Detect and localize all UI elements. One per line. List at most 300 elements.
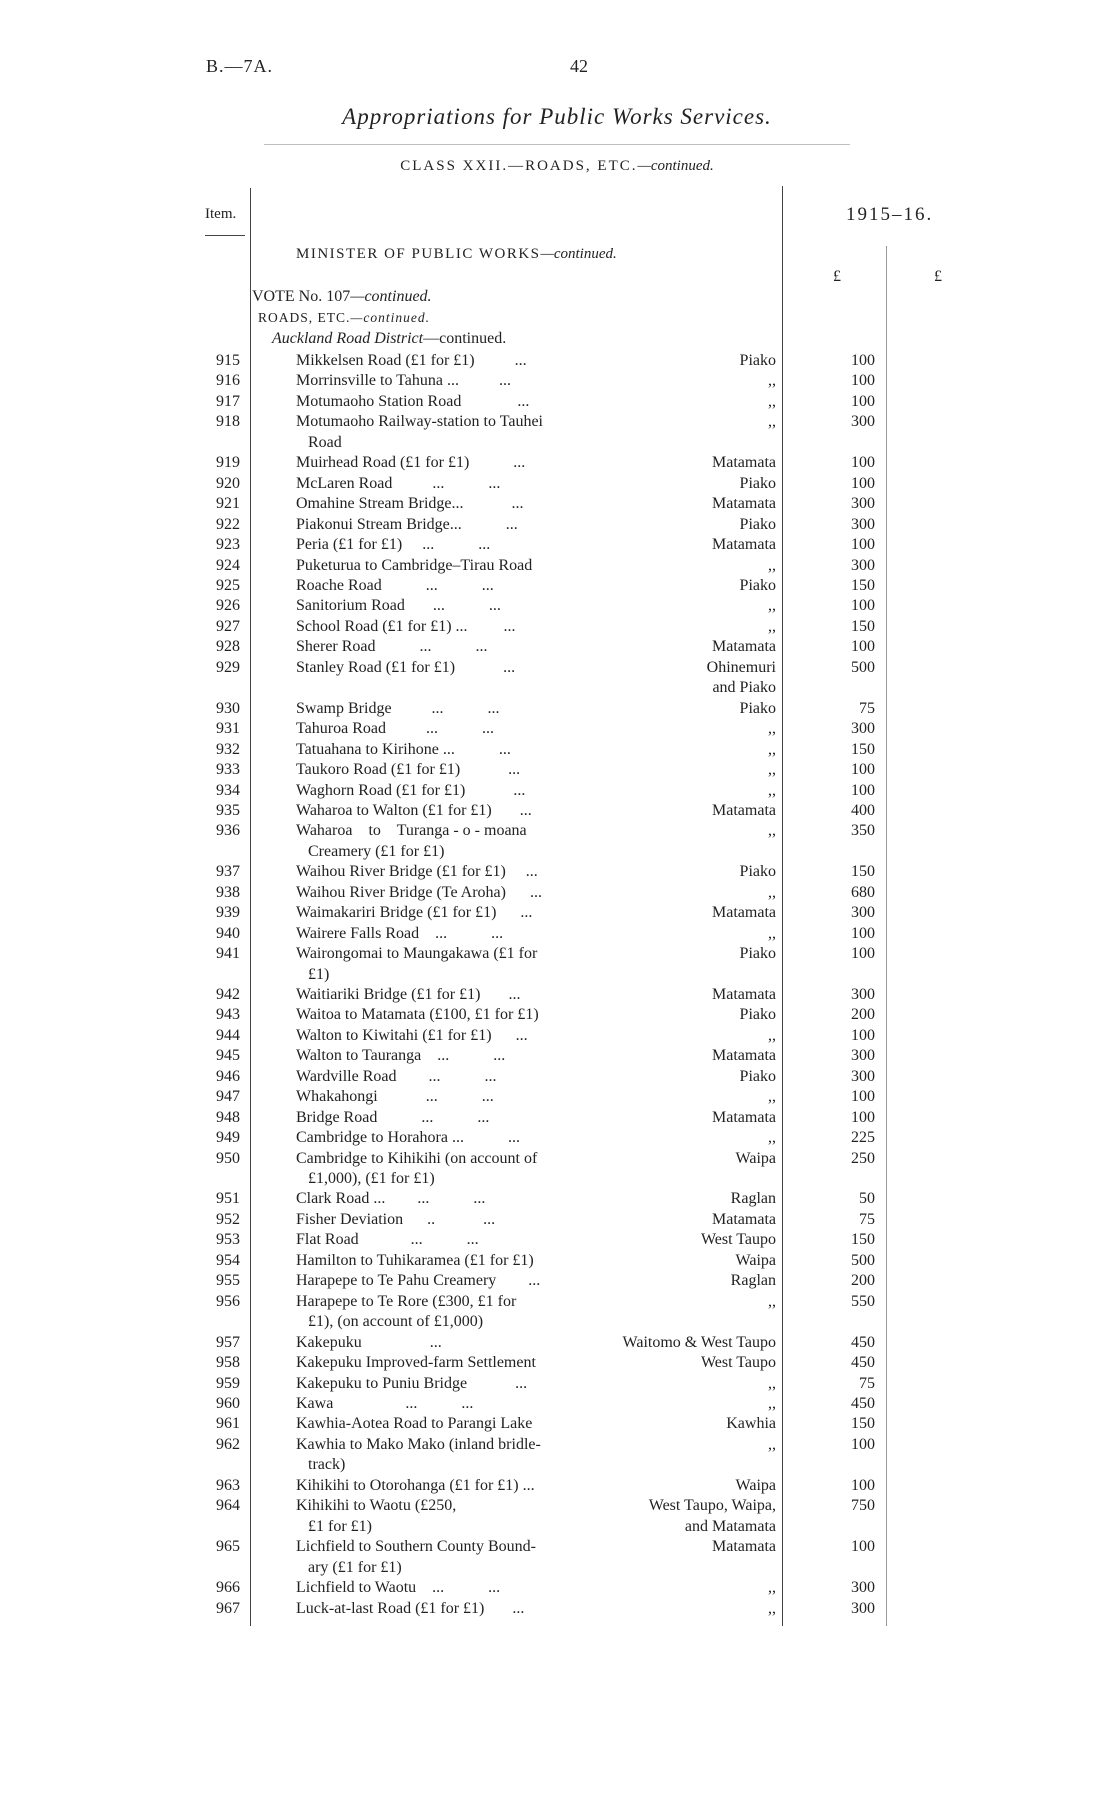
table-row	[0, 392, 1114, 413]
item-description: Kakepuku Improved-farm Settlement	[296, 1354, 536, 1371]
item-number: 919	[216, 454, 240, 472]
item-district: ,,	[768, 1374, 776, 1392]
item-description: Kawhia to Mako Mako (inland bridle-	[296, 1435, 541, 1453]
table-row	[0, 1230, 1114, 1251]
table-row	[0, 576, 1114, 597]
item-amount: 100	[851, 1476, 875, 1494]
item-district: West Taupo, Waipa,	[648, 1497, 776, 1515]
year-column-header: 1915–16.	[846, 204, 934, 225]
item-number: 945	[216, 1047, 240, 1065]
class-text: CLASS XXII.—ROADS, ETC.	[400, 158, 638, 174]
item-description: Fisher Deviation .. ...	[296, 1210, 496, 1228]
item-number: 942	[216, 985, 240, 1003]
item-district: ,,	[768, 1129, 776, 1147]
item-description: Piakonui Stream Bridge... ...	[296, 515, 518, 533]
table-row	[0, 965, 1114, 986]
item-description: Kihikihi to Otorohanga (£1 for £1) ...	[296, 1476, 535, 1494]
item-amount: 200	[851, 1006, 875, 1024]
item-district: West Taupo	[700, 1231, 776, 1249]
table-row	[0, 371, 1114, 392]
pound-total-column-header: £	[934, 268, 942, 285]
table-row	[0, 1210, 1114, 1231]
item-column-header: Item.	[205, 206, 237, 222]
item-description: £1 for £1)	[296, 1517, 372, 1535]
item-number: 950	[216, 1149, 240, 1167]
item-description: track)	[296, 1456, 346, 1474]
item-number: 954	[216, 1251, 240, 1269]
item-district: Matamata	[712, 638, 776, 656]
table-row	[0, 1599, 1114, 1620]
item-number: 933	[216, 761, 240, 778]
item-number: 928	[216, 638, 240, 656]
ministry-continued: —continued.	[540, 246, 617, 262]
item-amount: 400	[851, 801, 875, 819]
item-district: and Piako	[712, 679, 776, 697]
item-number: 956	[216, 1292, 240, 1310]
table-row	[0, 1128, 1114, 1149]
item-description: Lichfield to Southern County Bound-	[296, 1538, 536, 1556]
table-row	[0, 1496, 1114, 1517]
item-amount: 300	[851, 1599, 875, 1617]
item-description: Walton to Kiwitahi (£1 for £1) ...	[296, 1026, 528, 1044]
item-description: Flat Road ... ...	[296, 1231, 479, 1249]
item-description: Hamilton to Tuhikaramea (£1 for £1)	[296, 1251, 534, 1269]
item-number: 961	[216, 1415, 240, 1433]
item-description: Kakepuku ...	[296, 1333, 442, 1351]
item-amount: 450	[851, 1395, 875, 1412]
table-row	[0, 1251, 1114, 1272]
item-description: Motumaoho Station Road ...	[296, 392, 530, 410]
item-number: 960	[216, 1395, 240, 1412]
item-description: Stanley Road (£1 for £1) ...	[296, 658, 516, 676]
item-description: Harapepe to Te Rore (£300, £1 for	[296, 1292, 517, 1310]
item-district: Piako	[739, 515, 776, 533]
item-amount: 100	[851, 1108, 875, 1126]
item-description: Waitiariki Bridge (£1 for £1) ...	[296, 985, 521, 1003]
table-row	[0, 637, 1114, 658]
item-number: 929	[216, 658, 240, 676]
table-row	[0, 760, 1114, 781]
table-row	[0, 985, 1114, 1006]
item-district: Matamata	[712, 1047, 776, 1065]
table-row	[0, 1455, 1114, 1476]
item-district: Raglan	[730, 1272, 776, 1290]
item-number: 931	[216, 720, 240, 738]
item-description: Taukoro Road (£1 for £1) ...	[296, 761, 521, 778]
item-number: 923	[216, 536, 240, 553]
item-amount: 75	[859, 1374, 875, 1392]
item-amount: 750	[851, 1497, 875, 1515]
table-row	[0, 1374, 1114, 1395]
item-description: Wairongomai to Maungakawa (£1 for	[296, 945, 538, 962]
item-description: Waitoa to Matamata (£100, £1 for £1)	[296, 1006, 539, 1024]
item-district: Piako	[739, 474, 776, 492]
item-description: School Road (£1 for £1) ... ...	[296, 617, 516, 635]
item-amount: 100	[851, 352, 875, 369]
item-amount: 300	[851, 1047, 875, 1065]
table-row	[0, 842, 1114, 863]
item-district: Piako	[739, 863, 776, 881]
page-title: Appropriations for Public Works Services.	[342, 104, 772, 129]
item-amount: 300	[851, 556, 875, 574]
item-amount: 150	[851, 863, 875, 881]
item-number: 918	[216, 413, 240, 431]
table-row	[0, 1537, 1114, 1558]
item-number: 944	[216, 1026, 240, 1044]
item-description: Sanitorium Road ... ...	[296, 597, 501, 615]
table-row	[0, 617, 1114, 638]
table-row	[0, 535, 1114, 556]
item-description: McLaren Road ... ...	[296, 474, 501, 492]
table-row	[0, 1435, 1114, 1456]
item-district: ,,	[768, 1026, 776, 1044]
item-description: Wairere Falls Road ... ...	[296, 924, 504, 942]
item-district: ,,	[768, 1292, 776, 1310]
item-amount: 150	[851, 1231, 875, 1249]
item-amount: 250	[851, 1149, 875, 1167]
item-description: Road	[296, 433, 342, 451]
item-district: ,,	[768, 720, 776, 738]
item-amount: 300	[851, 413, 875, 431]
item-district: Piako	[739, 1067, 776, 1085]
item-amount: 150	[851, 740, 875, 758]
item-number: 925	[216, 577, 240, 594]
item-description: Swamp Bridge ... ...	[296, 699, 500, 717]
item-number: 955	[216, 1272, 240, 1290]
table-row	[0, 719, 1114, 740]
table-row	[0, 1189, 1114, 1210]
item-description: Bridge Road ... ...	[296, 1108, 490, 1126]
table-row	[0, 1414, 1114, 1435]
roads-continued: —continued.	[350, 310, 431, 325]
item-district: ,,	[768, 372, 776, 390]
item-number: 926	[216, 597, 240, 615]
table-row	[0, 515, 1114, 536]
item-header-rule	[205, 235, 245, 236]
item-description: Kakepuku to Puniu Bridge ...	[296, 1374, 528, 1392]
item-description: £1), (on account of £1,000)	[296, 1313, 484, 1331]
item-description: ary (£1 for £1)	[296, 1558, 402, 1576]
ministry-text: MINISTER OF PUBLIC WORKS	[296, 246, 541, 262]
item-district: Waipa	[735, 1476, 776, 1494]
class-continued: —continued.	[637, 158, 714, 174]
item-district: ,,	[768, 1395, 776, 1412]
item-description: Creamery (£1 for £1)	[296, 842, 445, 860]
table-row	[0, 1087, 1114, 1108]
item-number: 916	[216, 372, 240, 390]
item-district: ,,	[768, 556, 776, 574]
title-rule	[264, 144, 850, 145]
item-number: 934	[216, 781, 240, 799]
item-description: Whakahongi ... ...	[296, 1088, 494, 1106]
item-number: 941	[216, 945, 240, 962]
item-amount: 75	[859, 1210, 875, 1228]
item-district: ,,	[768, 740, 776, 758]
item-number: 946	[216, 1067, 240, 1085]
item-district: ,,	[768, 1599, 776, 1617]
table-row	[0, 1312, 1114, 1333]
item-amount: 550	[851, 1292, 875, 1310]
item-amount: 100	[851, 1088, 875, 1106]
table-row	[0, 433, 1114, 454]
item-description: Kawa ... ...	[296, 1395, 474, 1412]
item-amount: 100	[851, 945, 875, 962]
item-number: 922	[216, 515, 240, 533]
item-district: Matamata	[712, 1108, 776, 1126]
item-amount: 300	[851, 515, 875, 533]
table-row	[0, 1271, 1114, 1292]
item-district: Piako	[739, 1006, 776, 1024]
item-amount: 300	[851, 495, 875, 513]
table-row	[0, 862, 1114, 883]
item-description: Harapepe to Te Pahu Creamery ...	[296, 1272, 541, 1290]
item-number: 936	[216, 822, 240, 840]
item-amount: 100	[851, 1435, 875, 1453]
item-amount: 150	[851, 1415, 875, 1433]
table-row	[0, 412, 1114, 433]
item-description: Muirhead Road (£1 for £1) ...	[296, 454, 526, 472]
table-row	[0, 944, 1114, 965]
ministry-heading	[296, 246, 617, 263]
item-description: Waimakariri Bridge (£1 for £1) ...	[296, 904, 533, 922]
item-number: 920	[216, 474, 240, 492]
table-row	[0, 1476, 1114, 1497]
item-description: Tahuroa Road ... ...	[296, 720, 494, 738]
item-number: 915	[216, 352, 240, 369]
item-amount: 225	[851, 1129, 875, 1147]
item-description: Roache Road ... ...	[296, 577, 494, 594]
item-number: 930	[216, 699, 240, 717]
table-row	[0, 678, 1114, 699]
table-row	[0, 556, 1114, 577]
item-amount: 300	[851, 904, 875, 922]
item-district: Matamata	[712, 985, 776, 1003]
item-district: Matamata	[712, 495, 776, 513]
item-description: Waharoa to Walton (£1 for £1) ...	[296, 801, 532, 819]
item-description: Sherer Road ... ...	[296, 638, 488, 656]
item-district: Kawhia	[726, 1415, 776, 1433]
vote-heading	[252, 288, 432, 306]
item-amount: 50	[859, 1190, 875, 1208]
item-amount: 100	[851, 454, 875, 472]
item-district: Raglan	[730, 1190, 776, 1208]
item-amount: 100	[851, 392, 875, 410]
item-description: Omahine Stream Bridge... ...	[296, 495, 524, 513]
table-row	[0, 1108, 1114, 1129]
item-amount: 300	[851, 720, 875, 738]
item-district: West Taupo	[700, 1354, 776, 1371]
item-amount: 150	[851, 617, 875, 635]
table-row	[0, 883, 1114, 904]
table-row	[0, 1026, 1114, 1047]
item-amount: 100	[851, 1026, 875, 1044]
item-amount: 350	[851, 822, 875, 840]
item-amount: 680	[851, 883, 875, 901]
item-number: 947	[216, 1088, 240, 1106]
item-number: 932	[216, 740, 240, 758]
item-amount: 150	[851, 577, 875, 594]
item-amount: 300	[851, 1579, 875, 1596]
item-district: Matamata	[712, 1538, 776, 1556]
item-amount: 200	[851, 1272, 875, 1290]
item-amount: 300	[851, 985, 875, 1003]
item-description: Waharoa to Turanga - o - moana	[296, 822, 527, 840]
item-district: ,,	[768, 822, 776, 840]
item-description: Kawhia-Aotea Road to Parangi Lake	[296, 1415, 533, 1433]
item-district: Waitomo & West Taupo	[622, 1333, 776, 1351]
table-row	[0, 1046, 1114, 1067]
item-district: Piako	[739, 945, 776, 962]
item-district: Matamata	[712, 801, 776, 819]
item-description: £1,000), (£1 for £1)	[296, 1170, 435, 1187]
table-row	[0, 1005, 1114, 1026]
item-district: ,,	[768, 924, 776, 942]
table-row	[0, 1517, 1114, 1538]
table-row	[0, 1558, 1114, 1579]
item-amount: 500	[851, 1251, 875, 1269]
item-district: Matamata	[712, 536, 776, 553]
item-district: ,,	[768, 392, 776, 410]
item-district: and Matamata	[684, 1517, 776, 1535]
item-number: 964	[216, 1497, 240, 1515]
item-number: 943	[216, 1006, 240, 1024]
item-description: Clark Road ... ... ...	[296, 1190, 486, 1208]
vote-continued: —continued.	[350, 288, 432, 305]
item-number: 959	[216, 1374, 240, 1392]
item-description: Tatuahana to Kirihone ... ...	[296, 740, 511, 758]
item-description: Wardville Road ... ...	[296, 1067, 497, 1085]
item-district: Piako	[739, 577, 776, 594]
item-description: Cambridge to Horahora ... ...	[296, 1129, 520, 1147]
vote-text: VOTE No. 107	[252, 288, 351, 305]
item-number: 940	[216, 924, 240, 942]
document-reference: B.—7A.	[206, 56, 274, 76]
item-description: Motumaoho Railway-station to Tauhei	[296, 413, 543, 431]
table-row	[0, 474, 1114, 495]
district-heading	[272, 330, 506, 348]
item-description: Waihou River Bridge (Te Aroha) ...	[296, 883, 542, 901]
table-row	[0, 924, 1114, 945]
item-amount: 100	[851, 924, 875, 942]
item-district: ,,	[768, 413, 776, 431]
pound-column-header: £	[833, 268, 841, 285]
table-row	[0, 821, 1114, 842]
item-district: ,,	[768, 761, 776, 778]
item-district: Waipa	[735, 1251, 776, 1269]
item-description: Waghorn Road (£1 for £1) ...	[296, 781, 526, 799]
item-description: Cambridge to Kihikihi (on account of	[296, 1149, 538, 1167]
item-description: Puketurua to Cambridge–Tirau Road	[296, 556, 533, 574]
item-description: Luck-at-last Road (£1 for £1) ...	[296, 1599, 525, 1617]
table-row	[0, 740, 1114, 761]
item-amount: 500	[851, 658, 875, 676]
item-amount: 300	[851, 1067, 875, 1085]
item-description: £1)	[296, 965, 330, 983]
item-amount: 100	[851, 372, 875, 390]
item-number: 958	[216, 1354, 240, 1371]
item-number: 957	[216, 1333, 240, 1351]
item-number: 921	[216, 495, 240, 513]
item-district: ,,	[768, 781, 776, 799]
district-continued: —continued.	[423, 330, 507, 347]
table-row	[0, 801, 1114, 822]
table-row	[0, 453, 1114, 474]
item-amount: 100	[851, 638, 875, 656]
class-heading	[0, 158, 1114, 175]
table-row	[0, 903, 1114, 924]
item-number: 967	[216, 1599, 240, 1617]
item-number: 948	[216, 1108, 240, 1126]
item-number: 963	[216, 1476, 240, 1494]
district-text: Auckland Road District	[272, 330, 424, 347]
table-row	[0, 1149, 1114, 1170]
item-district: ,,	[768, 883, 776, 901]
item-number: 938	[216, 883, 240, 901]
item-number: 939	[216, 904, 240, 922]
item-district: Waipa	[735, 1149, 776, 1167]
item-number: 937	[216, 863, 240, 881]
item-number: 966	[216, 1579, 240, 1596]
item-district: Matamata	[712, 454, 776, 472]
item-number: 917	[216, 392, 240, 410]
table-row	[0, 1067, 1114, 1088]
table-row	[0, 1292, 1114, 1313]
item-number: 949	[216, 1129, 240, 1147]
item-number: 951	[216, 1190, 240, 1208]
item-number: 952	[216, 1210, 240, 1228]
table-row	[0, 494, 1114, 515]
item-amount: 100	[851, 474, 875, 492]
item-number: 935	[216, 801, 240, 819]
table-row	[0, 658, 1114, 679]
item-description: Morrinsville to Tahuna ... ...	[296, 372, 512, 390]
item-description: Waihou River Bridge (£1 for £1) ...	[296, 863, 538, 881]
item-number: 965	[216, 1538, 240, 1556]
item-description: Peria (£1 for £1) ... ...	[296, 536, 491, 553]
item-district: ,,	[768, 597, 776, 615]
table-row	[0, 1333, 1114, 1354]
item-number: 924	[216, 556, 240, 574]
table-row	[0, 1578, 1114, 1599]
table-row	[0, 699, 1114, 720]
item-district: Piako	[739, 352, 776, 369]
item-description: Lichfield to Waotu ... ...	[296, 1579, 501, 1596]
item-amount: 100	[851, 1538, 875, 1556]
item-amount: 75	[859, 699, 875, 717]
item-number: 953	[216, 1231, 240, 1249]
item-description: Kihikihi to Waotu (£250,	[296, 1497, 457, 1515]
item-number: 927	[216, 617, 240, 635]
page-number: 42	[570, 56, 588, 76]
table-row	[0, 781, 1114, 802]
table-row	[0, 351, 1114, 372]
item-amount: 100	[851, 781, 875, 799]
item-district: ,,	[768, 617, 776, 635]
item-district: ,,	[768, 1088, 776, 1106]
item-amount: 100	[851, 536, 875, 553]
item-number: 962	[216, 1435, 240, 1453]
table-row	[0, 596, 1114, 617]
table-row	[0, 1169, 1114, 1190]
item-description: Mikkelsen Road (£1 for £1) ...	[296, 352, 527, 369]
item-amount: 450	[851, 1354, 875, 1371]
item-district: ,,	[768, 1579, 776, 1596]
item-district: ,,	[768, 1435, 776, 1453]
item-district: Piako	[739, 699, 776, 717]
roads-heading	[258, 310, 430, 326]
table-row	[0, 1394, 1114, 1415]
item-district: Matamata	[712, 904, 776, 922]
